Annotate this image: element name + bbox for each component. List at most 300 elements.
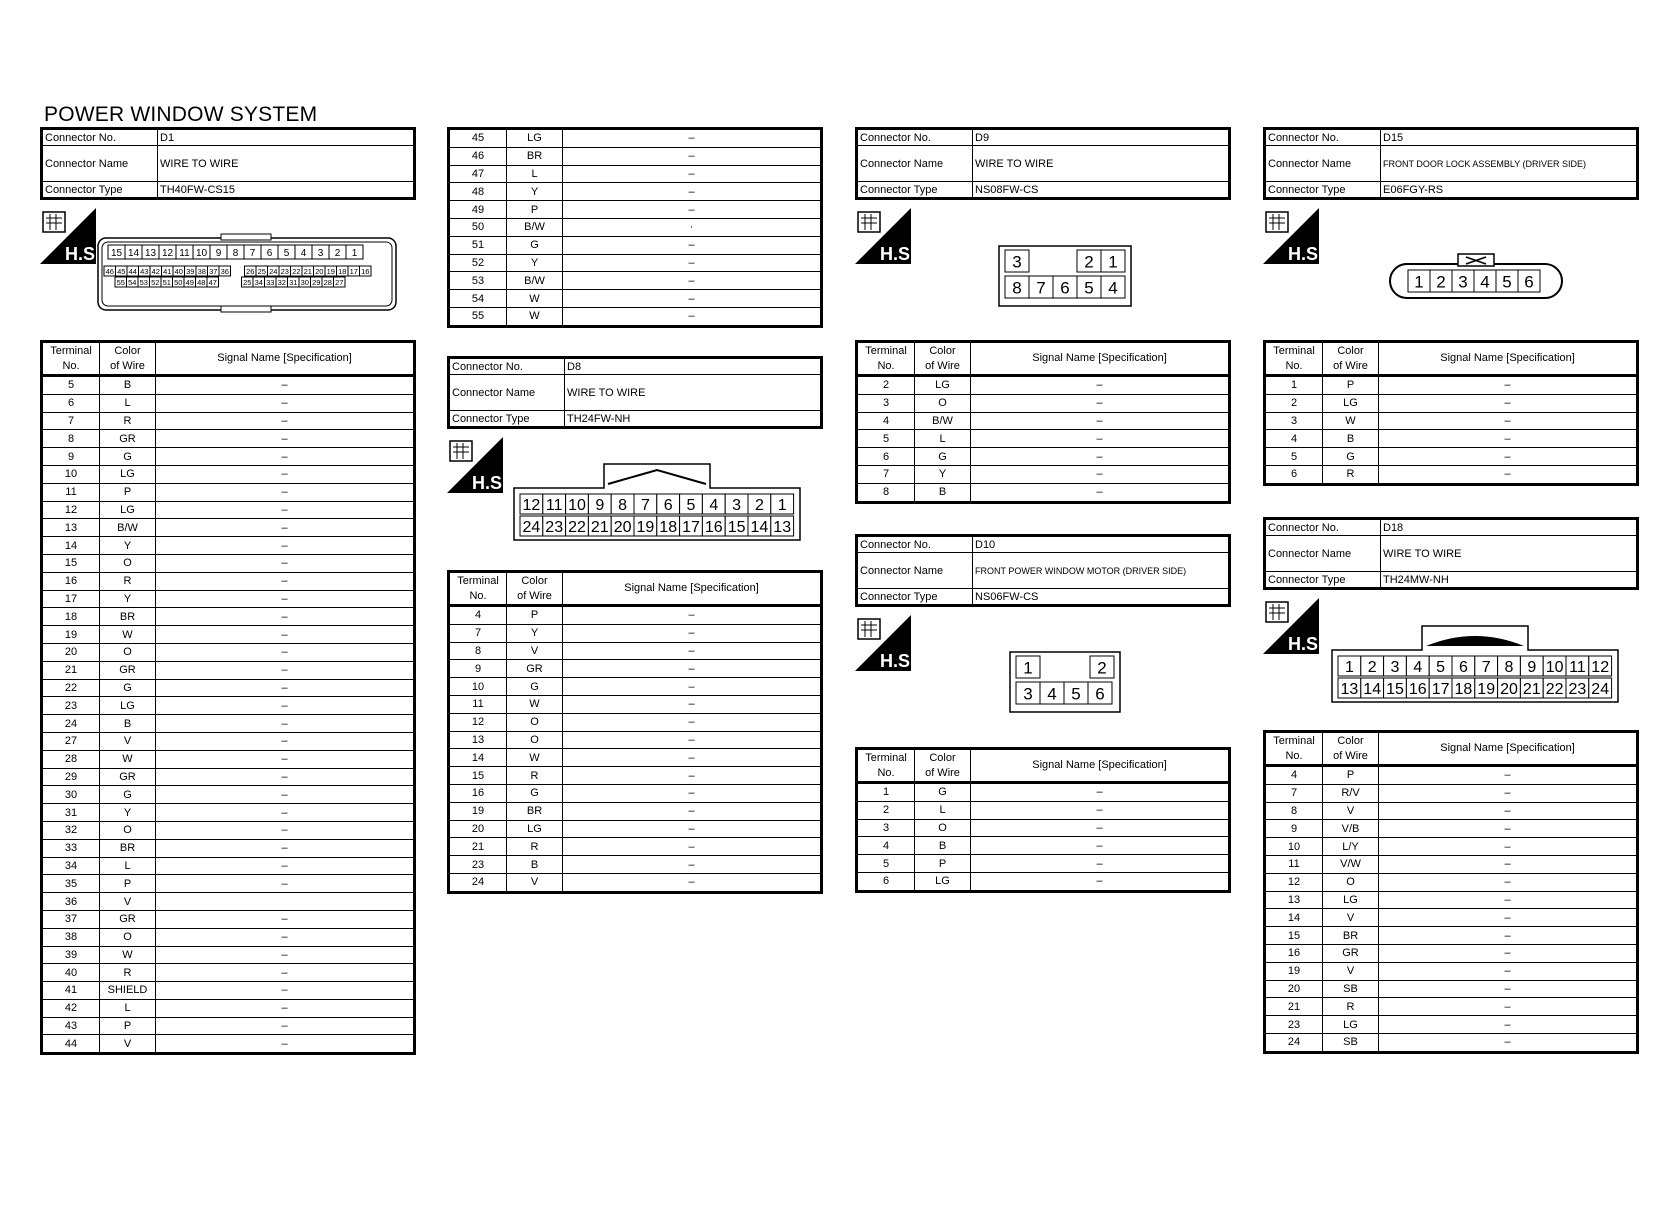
table-row bbox=[1265, 909, 1638, 927]
wire-color-cell: V bbox=[507, 642, 563, 660]
connector-pin-label: 1 bbox=[1108, 252, 1118, 272]
terminal-no-cell: 19 bbox=[449, 802, 507, 820]
signal-name-cell: – bbox=[156, 430, 415, 448]
table-row bbox=[857, 483, 1230, 502]
signal-name-cell: – bbox=[1379, 891, 1638, 909]
wire-color-cell: G bbox=[507, 678, 563, 696]
signal-name-cell: – bbox=[563, 642, 822, 660]
connector-pin-label: 2 bbox=[1084, 252, 1094, 272]
connector-pin-label: 36 bbox=[220, 267, 229, 276]
connector-name-label: Connector Name bbox=[1265, 146, 1381, 182]
connector-pin-label: 34 bbox=[254, 278, 263, 287]
wire-color-cell: W bbox=[507, 749, 563, 767]
connector-pin-label: 3 bbox=[732, 497, 742, 514]
terminal-no-cell: 6 bbox=[857, 872, 915, 891]
connector-pin-label: 44 bbox=[128, 267, 137, 276]
table-row bbox=[1265, 1016, 1638, 1034]
connector-pin-label: 48 bbox=[197, 278, 206, 287]
terminal-no-cell: 19 bbox=[42, 626, 100, 644]
table-row bbox=[42, 501, 415, 519]
connector-face-d1 bbox=[96, 234, 398, 314]
connector-pin-label: 17 bbox=[349, 267, 358, 276]
wire-color-cell: L bbox=[915, 801, 971, 819]
connector-pin-label: 2 bbox=[1436, 272, 1446, 292]
terminal-table-d10 bbox=[855, 747, 1231, 893]
terminal-no-cell: 8 bbox=[857, 483, 915, 502]
wire-color-cell: Y bbox=[507, 254, 563, 272]
signal-name-cell: – bbox=[156, 999, 415, 1017]
table-row bbox=[449, 678, 822, 696]
connector-pin-label: 1 bbox=[1344, 659, 1354, 676]
connector-pin-label: 29 bbox=[312, 278, 321, 287]
connector-face-d15 bbox=[1388, 252, 1564, 300]
wire-color-cell: BR bbox=[100, 608, 156, 626]
connector-face-d18 bbox=[1330, 622, 1620, 704]
terminal-no-cell: 46 bbox=[449, 147, 507, 165]
signal-name-cell: – bbox=[1379, 376, 1638, 395]
wire-color-cell: LG bbox=[507, 820, 563, 838]
connector-pin-label: 6 bbox=[1060, 278, 1070, 298]
connector-pin-label: 2 bbox=[754, 497, 764, 514]
wire-color-cell: Y bbox=[507, 624, 563, 642]
terminal-no-cell: 10 bbox=[42, 465, 100, 483]
connector-pin-label: 14 bbox=[127, 248, 140, 260]
connector-pin-label: 15 bbox=[727, 519, 746, 536]
connector-pin-label: 33 bbox=[266, 278, 275, 287]
terminal-no-cell: 8 bbox=[1265, 802, 1323, 820]
signal-name-cell: – bbox=[971, 855, 1230, 873]
connector-type-value: TH24MW-NH bbox=[1381, 572, 1638, 589]
connector-pin-label: 7 bbox=[1481, 659, 1491, 676]
signal-name-cell: – bbox=[563, 129, 822, 148]
svg-text:H.S.: H.S. bbox=[472, 473, 508, 493]
harness-side-icon bbox=[855, 615, 916, 671]
table-row bbox=[449, 749, 822, 767]
connector-pin-label: 12 bbox=[161, 248, 174, 260]
terminal-no-cell: 51 bbox=[449, 236, 507, 254]
connector-type-value: TH40FW-CS15 bbox=[158, 182, 415, 199]
terminal-table-d9 bbox=[855, 340, 1231, 504]
connector-pin-label: 2 bbox=[334, 248, 341, 260]
wire-color-cell: Y bbox=[100, 804, 156, 822]
svg-text:H.S.: H.S. bbox=[1288, 634, 1324, 654]
signal-name-header: Signal Name [Specification] bbox=[563, 572, 822, 606]
connector-pin-label: 20 bbox=[1500, 681, 1518, 698]
terminal-no-cell: 7 bbox=[1265, 784, 1323, 802]
table-row bbox=[449, 713, 822, 731]
table-row bbox=[1265, 820, 1638, 838]
connector-pin-label: 13 bbox=[773, 519, 792, 536]
terminal-no-cell: 31 bbox=[42, 804, 100, 822]
signal-name-cell: – bbox=[1379, 1033, 1638, 1052]
wire-color-cell: P bbox=[100, 483, 156, 501]
connector-pin-label: 17 bbox=[682, 519, 700, 536]
terminal-no-cell: 5 bbox=[857, 855, 915, 873]
connector-no-value: D1 bbox=[158, 129, 415, 146]
wire-color-cell: O bbox=[915, 394, 971, 412]
table-row bbox=[42, 821, 415, 839]
wire-color-cell: V bbox=[1323, 909, 1379, 927]
terminal-no-cell: 52 bbox=[449, 254, 507, 272]
color-of-wire-header: Color of Wire bbox=[1323, 342, 1379, 376]
wire-color-cell: Y bbox=[100, 537, 156, 555]
table-row bbox=[449, 767, 822, 785]
signal-name-cell: – bbox=[1379, 998, 1638, 1016]
wire-color-cell: V bbox=[1323, 802, 1379, 820]
connector-pin-label: 43 bbox=[140, 267, 149, 276]
connector-no-label: Connector No. bbox=[857, 536, 973, 553]
wire-color-cell: B bbox=[915, 483, 971, 502]
signal-name-cell: – bbox=[971, 819, 1230, 837]
connector-info-d18 bbox=[1263, 517, 1639, 590]
connector-name-label: Connector Name bbox=[1265, 536, 1381, 572]
wire-color-cell: O bbox=[100, 643, 156, 661]
wire-color-cell: LG bbox=[100, 501, 156, 519]
harness-side-icon bbox=[40, 208, 101, 264]
signal-name-cell: – bbox=[971, 872, 1230, 891]
terminal-no-cell: 43 bbox=[42, 1017, 100, 1035]
table-row bbox=[449, 606, 822, 625]
wire-color-cell: SHIELD bbox=[100, 982, 156, 1000]
wire-color-cell: V bbox=[507, 873, 563, 892]
color-of-wire-header: Color of Wire bbox=[915, 749, 971, 783]
connector-type-label: Connector Type bbox=[42, 182, 158, 199]
terminal-no-cell: 35 bbox=[42, 875, 100, 893]
connector-pin-label: 1 bbox=[1023, 658, 1033, 678]
wire-color-cell: G bbox=[507, 784, 563, 802]
wire-color-cell: B/W bbox=[507, 272, 563, 290]
connector-pin-label: 41 bbox=[163, 267, 172, 276]
wire-color-cell: Y bbox=[915, 465, 971, 483]
signal-name-cell: – bbox=[563, 236, 822, 254]
terminal-table-d15 bbox=[1263, 340, 1639, 486]
table-row bbox=[449, 838, 822, 856]
terminal-no-header: Terminal No. bbox=[42, 342, 100, 376]
signal-name-cell: – bbox=[971, 448, 1230, 466]
wire-color-cell: R bbox=[100, 412, 156, 430]
connector-pin-label: 13 bbox=[1340, 681, 1359, 698]
table-row bbox=[1265, 376, 1638, 395]
wire-color-cell: P bbox=[100, 1017, 156, 1035]
terminal-no-cell: 16 bbox=[449, 784, 507, 802]
wire-color-cell: O bbox=[1323, 873, 1379, 891]
signal-name-cell: – bbox=[156, 857, 415, 875]
terminal-no-cell: 33 bbox=[42, 839, 100, 857]
color-of-wire-header: Color of Wire bbox=[1323, 732, 1379, 766]
connector-pin-label: 22 bbox=[292, 267, 301, 276]
table-row bbox=[449, 272, 822, 290]
terminal-no-cell: 37 bbox=[42, 910, 100, 928]
signal-name-cell bbox=[156, 893, 415, 911]
connector-pin-label: 5 bbox=[686, 497, 696, 514]
signal-name-cell: – bbox=[1379, 465, 1638, 484]
connector-pin-label: 8 bbox=[232, 248, 239, 260]
signal-name-cell: – bbox=[156, 1017, 415, 1035]
signal-name-cell: – bbox=[971, 801, 1230, 819]
signal-name-header: Signal Name [Specification] bbox=[1379, 732, 1638, 766]
terminal-no-cell: 42 bbox=[42, 999, 100, 1017]
signal-name-cell: – bbox=[563, 624, 822, 642]
terminal-no-cell: 6 bbox=[857, 448, 915, 466]
terminal-no-cell: 6 bbox=[42, 394, 100, 412]
table-row bbox=[42, 1017, 415, 1035]
table-row bbox=[42, 857, 415, 875]
connector-pin-label: 5 bbox=[1084, 278, 1094, 298]
connector-pin-label: 13 bbox=[144, 248, 157, 260]
wire-color-cell: O bbox=[100, 821, 156, 839]
wire-color-cell: O bbox=[100, 554, 156, 572]
wire-color-cell: G bbox=[915, 448, 971, 466]
connector-pin-label: 54 bbox=[128, 278, 137, 287]
terminal-no-header: Terminal No. bbox=[1265, 732, 1323, 766]
connector-pin-label: 21 bbox=[303, 267, 312, 276]
signal-name-cell: – bbox=[563, 873, 822, 892]
terminal-no-cell: 16 bbox=[1265, 944, 1323, 962]
table-row bbox=[42, 982, 415, 1000]
connector-pin-label: 17 bbox=[1431, 681, 1450, 698]
wire-color-cell: P bbox=[507, 201, 563, 219]
terminal-no-cell: 5 bbox=[857, 430, 915, 448]
connector-pin-label: 24 bbox=[1591, 681, 1610, 698]
table-row bbox=[449, 820, 822, 838]
connector-pin-label: 25 bbox=[243, 278, 252, 287]
connector-face-d10 bbox=[1008, 650, 1122, 714]
terminal-no-cell: 50 bbox=[449, 218, 507, 236]
table-row bbox=[42, 376, 415, 395]
wire-color-cell: LG bbox=[507, 129, 563, 148]
wire-color-cell: P bbox=[100, 875, 156, 893]
connector-pin-label: 11 bbox=[179, 248, 190, 260]
terminal-no-cell: 28 bbox=[42, 750, 100, 768]
signal-name-cell: – bbox=[156, 732, 415, 750]
connector-face-d8 bbox=[512, 460, 802, 542]
terminal-no-cell: 8 bbox=[449, 642, 507, 660]
table-row bbox=[42, 732, 415, 750]
wire-color-cell: B bbox=[507, 856, 563, 874]
signal-name-cell: – bbox=[156, 608, 415, 626]
wire-color-cell: B bbox=[100, 715, 156, 733]
terminal-no-cell: 9 bbox=[449, 660, 507, 678]
signal-name-cell: – bbox=[156, 554, 415, 572]
signal-name-cell: – bbox=[563, 731, 822, 749]
terminal-no-cell: 3 bbox=[1265, 412, 1323, 430]
table-row bbox=[42, 893, 415, 911]
signal-name-cell: – bbox=[1379, 980, 1638, 998]
signal-name-cell: – bbox=[971, 483, 1230, 502]
terminal-no-cell: 32 bbox=[42, 821, 100, 839]
terminal-no-cell: 34 bbox=[42, 857, 100, 875]
connector-name-label: Connector Name bbox=[857, 553, 973, 589]
table-row bbox=[1265, 766, 1638, 785]
signal-name-cell: – bbox=[971, 412, 1230, 430]
connector-pin-label: 20 bbox=[315, 267, 324, 276]
signal-name-cell: – bbox=[1379, 430, 1638, 448]
signal-name-cell: – bbox=[1379, 820, 1638, 838]
terminal-no-cell: 24 bbox=[1265, 1033, 1323, 1052]
table-row bbox=[42, 715, 415, 733]
table-row bbox=[1265, 1033, 1638, 1052]
connector-pin-label: 4 bbox=[1413, 659, 1423, 676]
connector-no-value: D10 bbox=[973, 536, 1230, 553]
connector-pin-label: 15 bbox=[1386, 681, 1404, 698]
signal-name-header: Signal Name [Specification] bbox=[971, 749, 1230, 783]
connector-pin-label: 18 bbox=[1454, 681, 1473, 698]
signal-name-cell: – bbox=[563, 201, 822, 219]
terminal-no-cell: 2 bbox=[1265, 394, 1323, 412]
signal-name-cell: – bbox=[156, 661, 415, 679]
table-row bbox=[42, 661, 415, 679]
signal-name-cell: – bbox=[563, 749, 822, 767]
table-row bbox=[42, 448, 415, 466]
table-row bbox=[449, 290, 822, 308]
table-row bbox=[42, 768, 415, 786]
terminal-no-cell: 7 bbox=[449, 624, 507, 642]
connector-pin-label: 4 bbox=[1480, 272, 1490, 292]
wire-color-cell: R bbox=[1323, 465, 1379, 484]
signal-name-cell: – bbox=[563, 678, 822, 696]
terminal-table-d8 bbox=[447, 570, 823, 894]
connector-pin-label: 50 bbox=[174, 278, 183, 287]
table-row bbox=[1265, 855, 1638, 873]
terminal-no-cell: 23 bbox=[1265, 1016, 1323, 1034]
connector-pin-label: 28 bbox=[323, 278, 332, 287]
terminal-no-cell: 45 bbox=[449, 129, 507, 148]
wire-color-cell: GR bbox=[100, 768, 156, 786]
table-row bbox=[42, 679, 415, 697]
terminal-no-cell: 20 bbox=[42, 643, 100, 661]
wire-color-cell: O bbox=[100, 928, 156, 946]
table-row bbox=[1265, 891, 1638, 909]
wire-color-cell: B bbox=[1323, 430, 1379, 448]
wire-color-cell: GR bbox=[100, 661, 156, 679]
connector-pin-label: 53 bbox=[139, 278, 148, 287]
connector-pin-label: 3 bbox=[1458, 272, 1468, 292]
wire-color-cell: O bbox=[507, 713, 563, 731]
connector-pin-label: 30 bbox=[300, 278, 309, 287]
terminal-no-cell: 2 bbox=[857, 376, 915, 395]
signal-name-cell: – bbox=[1379, 412, 1638, 430]
wire-color-cell: SB bbox=[1323, 980, 1379, 998]
terminal-no-cell: 4 bbox=[449, 606, 507, 625]
connector-no-label: Connector No. bbox=[1265, 129, 1381, 146]
terminal-no-cell: 9 bbox=[1265, 820, 1323, 838]
table-row bbox=[1265, 980, 1638, 998]
terminal-no-cell: 16 bbox=[42, 572, 100, 590]
wire-color-cell: L bbox=[100, 394, 156, 412]
terminal-no-header: Terminal No. bbox=[857, 342, 915, 376]
signal-name-cell: – bbox=[156, 412, 415, 430]
terminal-no-cell: 8 bbox=[42, 430, 100, 448]
connector-pin-label: 3 bbox=[317, 248, 324, 260]
terminal-table-d1 bbox=[40, 340, 416, 1055]
wire-color-cell: W bbox=[100, 750, 156, 768]
terminal-no-cell: 38 bbox=[42, 928, 100, 946]
table-row bbox=[42, 519, 415, 537]
wire-color-cell: P bbox=[1323, 766, 1379, 785]
signal-name-cell: – bbox=[156, 572, 415, 590]
wire-color-cell: R bbox=[507, 767, 563, 785]
signal-name-cell: – bbox=[563, 713, 822, 731]
connector-pin-label: 19 bbox=[636, 519, 655, 536]
table-row bbox=[42, 483, 415, 501]
wire-color-cell: P bbox=[507, 606, 563, 625]
terminal-no-cell: 23 bbox=[42, 697, 100, 715]
table-row bbox=[857, 465, 1230, 483]
wire-color-cell: W bbox=[507, 695, 563, 713]
connector-pin-label: 51 bbox=[162, 278, 171, 287]
wire-color-cell: LG bbox=[915, 376, 971, 395]
table-row bbox=[42, 750, 415, 768]
connector-pin-label: 31 bbox=[289, 278, 298, 287]
signal-name-cell: – bbox=[156, 519, 415, 537]
wire-color-cell: L bbox=[915, 430, 971, 448]
wire-color-cell: Y bbox=[100, 590, 156, 608]
table-row bbox=[42, 875, 415, 893]
connector-type-value: NS08FW-CS bbox=[973, 182, 1230, 199]
connector-pin-label: 7 bbox=[249, 248, 256, 260]
wire-color-cell: R bbox=[507, 838, 563, 856]
table-row bbox=[857, 872, 1230, 891]
terminal-no-header: Terminal No. bbox=[1265, 342, 1323, 376]
signal-name-cell: – bbox=[156, 715, 415, 733]
connector-pin-label: 11 bbox=[545, 497, 563, 514]
table-row bbox=[42, 643, 415, 661]
signal-name-cell: – bbox=[156, 910, 415, 928]
table-row bbox=[449, 307, 822, 326]
connector-pin-label: 7 bbox=[1036, 278, 1046, 298]
connector-no-value: D8 bbox=[565, 358, 822, 375]
connector-pin-label: 18 bbox=[338, 267, 347, 276]
terminal-no-cell: 4 bbox=[857, 837, 915, 855]
terminal-no-cell: 13 bbox=[449, 731, 507, 749]
connector-pin-label: 16 bbox=[704, 519, 723, 536]
wire-color-cell: V bbox=[100, 893, 156, 911]
signal-name-cell: – bbox=[563, 660, 822, 678]
table-row bbox=[42, 537, 415, 555]
terminal-no-cell: 54 bbox=[449, 290, 507, 308]
table-row bbox=[1265, 962, 1638, 980]
table-row bbox=[42, 839, 415, 857]
table-row bbox=[42, 465, 415, 483]
wire-color-cell: R bbox=[1323, 998, 1379, 1016]
signal-name-cell: – bbox=[156, 750, 415, 768]
terminal-no-cell: 13 bbox=[1265, 891, 1323, 909]
wire-color-cell: G bbox=[915, 783, 971, 802]
terminal-no-cell: 4 bbox=[1265, 766, 1323, 785]
signal-name-cell: – bbox=[156, 626, 415, 644]
table-row bbox=[42, 590, 415, 608]
signal-name-cell: – bbox=[156, 448, 415, 466]
table-row bbox=[42, 964, 415, 982]
connector-pin-label: 1 bbox=[351, 248, 358, 260]
connector-pin-label: 47 bbox=[208, 278, 217, 287]
wire-color-cell: B/W bbox=[507, 218, 563, 236]
connector-no-label: Connector No. bbox=[449, 358, 565, 375]
connector-name-label: Connector Name bbox=[449, 375, 565, 411]
table-row bbox=[857, 394, 1230, 412]
terminal-no-cell: 9 bbox=[42, 448, 100, 466]
connector-pin-label: 4 bbox=[1108, 278, 1118, 298]
terminal-no-cell: 2 bbox=[857, 801, 915, 819]
connector-pin-label: 5 bbox=[283, 248, 290, 260]
connector-pin-label: 6 bbox=[1458, 659, 1468, 676]
signal-name-cell: – bbox=[971, 394, 1230, 412]
wire-color-cell: Y bbox=[507, 183, 563, 201]
connector-pin-label: 23 bbox=[1568, 681, 1587, 698]
color-of-wire-header: Color of Wire bbox=[100, 342, 156, 376]
connector-info-d10 bbox=[855, 534, 1231, 607]
signal-name-cell: – bbox=[563, 695, 822, 713]
